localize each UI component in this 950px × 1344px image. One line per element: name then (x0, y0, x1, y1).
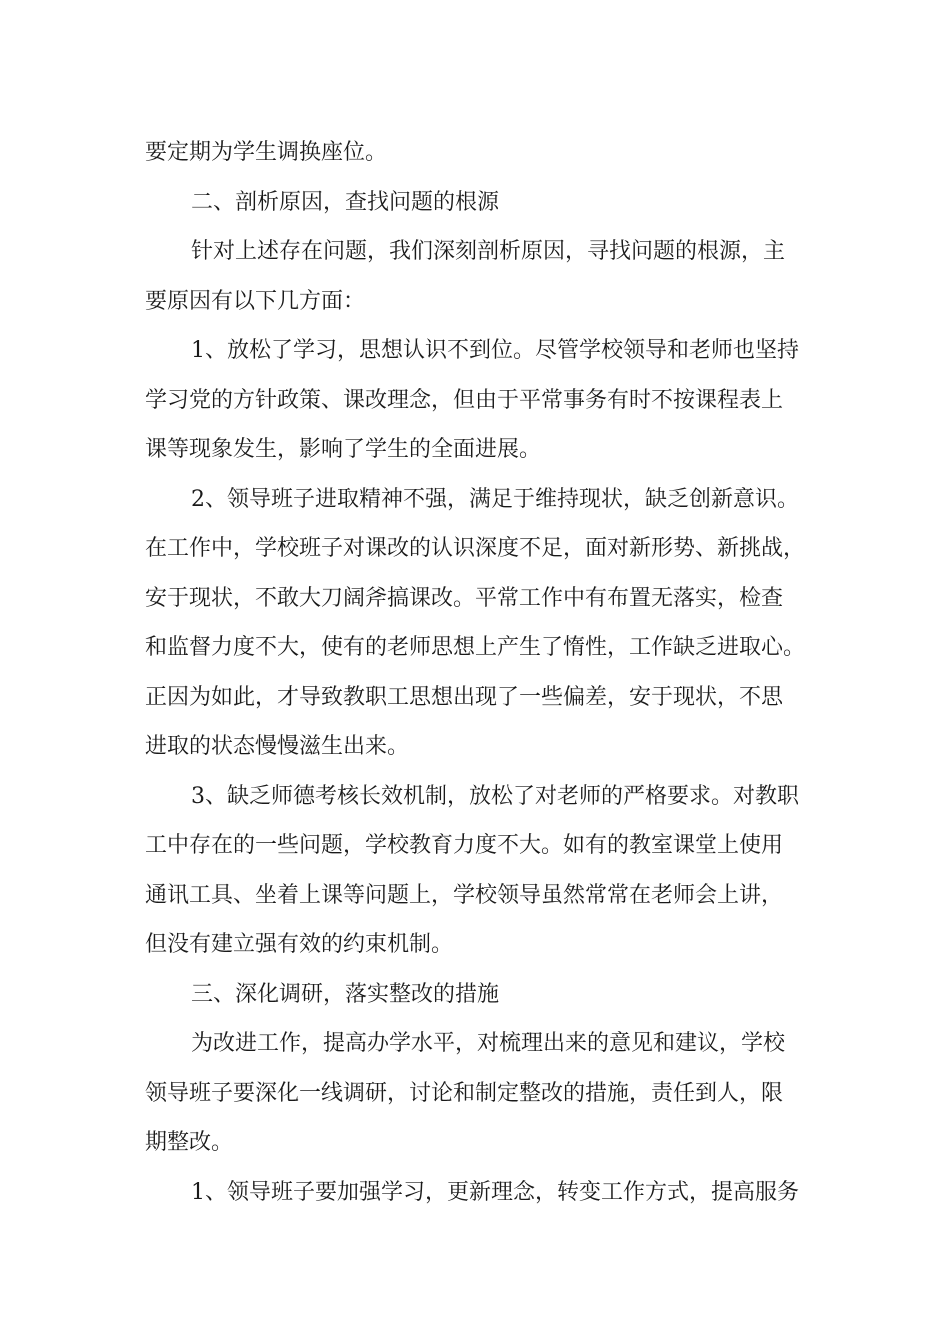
text-line: 进取的状态慢慢滋生出来。 (145, 734, 410, 759)
text-line: 通讯工具、坐着上课等问题上，学校领导虽然常常在老师会上讲， (145, 882, 784, 908)
text-line: 要原因有以下几方面： (145, 288, 366, 314)
text-line: 要定期为学生调换座位。 (145, 140, 388, 165)
text-line: 学习党的方针政策、课改理念，但由于平常事务有时不按课程表上 (145, 387, 784, 413)
section-heading: 二、剖析原因，查找问题的根源 (191, 189, 500, 215)
text-line: 安于现状，不敢大刀阔斧搞课改。平常工作中有布置无落实，检查 (145, 585, 784, 611)
text-line: 但没有建立强有效的约束机制。 (145, 932, 454, 957)
text-line: 2、领导班子进取精神不强，满足于维持现状，缺乏创新意识。 (191, 486, 799, 512)
text-line: 1、放松了学习，思想认识不到位。尽管学校领导和老师也坚持 (191, 338, 799, 363)
text-line: 针对上述存在问题，我们深刻剖析原因，寻找问题的根源，主 (191, 239, 786, 264)
text-line: 在工作中，学校班子对课改的认识深度不足，面对新形势、新挑战， (145, 536, 806, 561)
text-line: 工中存在的一些问题，学校教育力度不大。如有的教室课堂上使用 (145, 833, 784, 858)
document-body (145, 128, 815, 1217)
text-line: 期整改。 (145, 1130, 234, 1155)
text-line: 课等现象发生，影响了学生的全面进展。 (145, 437, 542, 462)
text-line: 为改进工作，提高办学水平，对梳理出来的意见和建议，学校 (191, 1031, 786, 1056)
text-line: 正因为如此，才导致教职工思想出现了一些偏差，安于现状，不思 (145, 684, 784, 710)
text-line: 领导班子要深化一线调研，讨论和制定整改的措施，责任到人，限 (145, 1080, 784, 1106)
section-heading: 三、深化调研，落实整改的措施 (191, 981, 500, 1007)
text-line: 3、缺乏师德考核长效机制，放松了对老师的严格要求。对教职 (191, 783, 799, 809)
text-line: 1、领导班子要加强学习，更新理念，转变工作方式，提高服务 (191, 1179, 799, 1205)
text-line: 和监督力度不大，使有的老师思想上产生了惰性，工作缺乏进取心。 (145, 635, 806, 660)
